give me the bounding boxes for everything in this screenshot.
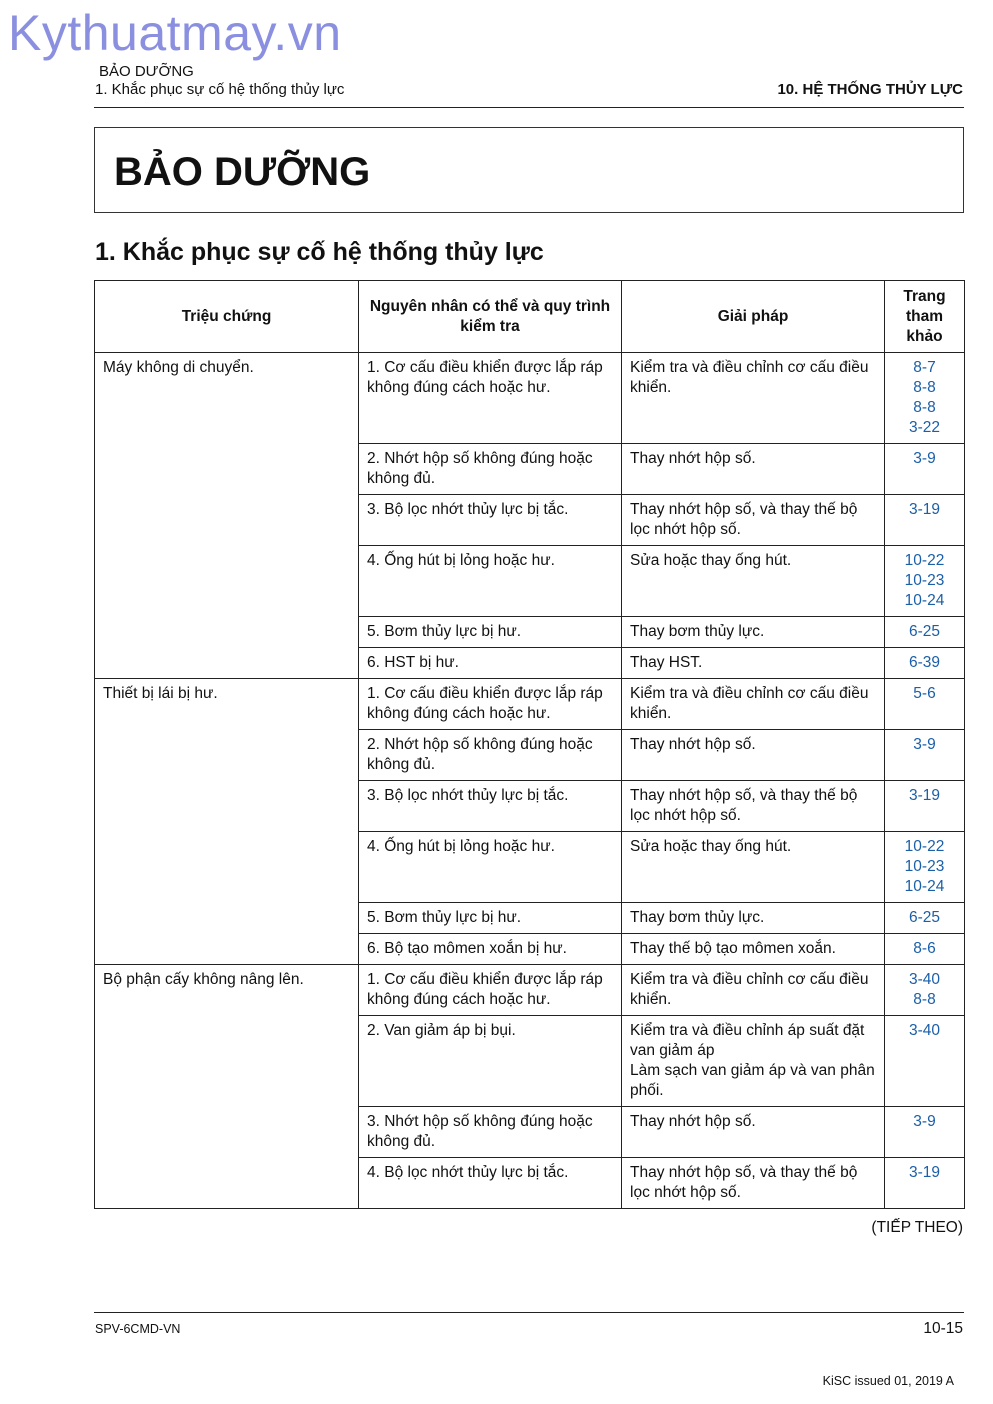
solution-line: Thay bơm thủy lực. bbox=[630, 623, 765, 640]
cause-cell: 4. Ống hút bị lỏng hoặc hư. bbox=[359, 546, 622, 617]
solution-cell bbox=[622, 617, 885, 648]
solution-line: Thay thế bộ tạo mômen xoắn. bbox=[630, 940, 836, 957]
page-ref-link[interactable]: 10-22 bbox=[904, 838, 945, 855]
ref-cell bbox=[885, 781, 965, 832]
cause-cell: 5. Bơm thủy lực bị hư. bbox=[359, 617, 622, 648]
table-body bbox=[95, 353, 965, 1209]
page-ref-link[interactable]: 3-40 bbox=[908, 1022, 941, 1039]
solution-cell bbox=[622, 679, 885, 730]
page-ref-link[interactable]: 3-19 bbox=[908, 787, 941, 804]
header-ref: Trang tham khảo bbox=[885, 281, 965, 353]
cause-cell: 2. Nhớt hộp số không đúng hoặc không đủ. bbox=[359, 444, 622, 495]
cause-cell: 6. HST bị hư. bbox=[359, 648, 622, 679]
ref-cell bbox=[885, 1107, 965, 1158]
cause-cell: 1. Cơ cấu điều khiển được lắp ráp không đúng cách hoặc hư. bbox=[359, 679, 622, 730]
solution-line: Thay nhớt hộp số. bbox=[630, 450, 756, 467]
symptom-cell: Bộ phận cấy không nâng lên. bbox=[95, 965, 359, 1209]
page-ref-link[interactable]: 8-8 bbox=[913, 991, 936, 1008]
title-box bbox=[94, 127, 964, 213]
cause-cell: 4. Bộ lọc nhớt thủy lực bị tắc. bbox=[359, 1158, 622, 1209]
solution-line: Thay nhớt hộp số, và thay thế bộ lọc nhớt hộp số. bbox=[630, 787, 858, 824]
footer-divider bbox=[94, 1312, 964, 1313]
page-ref-link[interactable]: 10-24 bbox=[904, 878, 945, 895]
page-ref-link[interactable]: 6-25 bbox=[908, 623, 941, 640]
solution-cell bbox=[622, 781, 885, 832]
watermark: Kythuatmay.vn bbox=[8, 5, 342, 61]
ref-cell bbox=[885, 495, 965, 546]
solution-cell bbox=[622, 832, 885, 903]
ref-cell bbox=[885, 965, 965, 1016]
solution-cell bbox=[622, 495, 885, 546]
page-ref-link[interactable]: 10-23 bbox=[904, 572, 945, 589]
cause-cell: 3. Nhớt hộp số không đúng hoặc không đủ. bbox=[359, 1107, 622, 1158]
page-ref-link[interactable]: 10-24 bbox=[904, 592, 945, 609]
continued-note: (TIẾP THEO) bbox=[871, 1219, 963, 1236]
solution-line: Sửa hoặc thay ống hút. bbox=[630, 552, 792, 569]
cause-cell: 3. Bộ lọc nhớt thủy lực bị tắc. bbox=[359, 781, 622, 832]
header-solution: Giải pháp bbox=[622, 281, 885, 353]
ref-cell bbox=[885, 934, 965, 965]
ref-cell bbox=[885, 1016, 965, 1107]
cause-cell: 1. Cơ cấu điều khiển được lắp ráp không đúng cách hoặc hư. bbox=[359, 353, 622, 444]
header-cause: Nguyên nhân có thể và quy trình kiểm tra bbox=[359, 281, 622, 353]
footer-page-number: 10-15 bbox=[923, 1320, 963, 1337]
solution-line: Thay nhớt hộp số. bbox=[630, 1113, 756, 1130]
cause-cell: 5. Bơm thủy lực bị hư. bbox=[359, 903, 622, 934]
footer-issued: KiSC issued 01, 2019 A bbox=[822, 1374, 954, 1388]
troubleshooting-table bbox=[94, 280, 965, 1209]
solution-cell bbox=[622, 934, 885, 965]
solution-cell bbox=[622, 1158, 885, 1209]
ref-cell bbox=[885, 617, 965, 648]
page-ref-link[interactable]: 3-9 bbox=[913, 1113, 936, 1130]
page-ref-link[interactable]: 3-9 bbox=[913, 450, 936, 467]
solution-cell bbox=[622, 965, 885, 1016]
header-divider bbox=[94, 107, 964, 108]
cause-cell: 2. Nhớt hộp số không đúng hoặc không đủ. bbox=[359, 730, 622, 781]
ref-cell bbox=[885, 679, 965, 730]
ref-cell bbox=[885, 730, 965, 781]
solution-line: Làm sạch van giảm áp và van phân phối. bbox=[630, 1062, 875, 1099]
solution-cell bbox=[622, 648, 885, 679]
page-ref-link[interactable]: 6-39 bbox=[908, 654, 941, 671]
cause-cell: 6. Bộ tạo mômen xoắn bị hư. bbox=[359, 934, 622, 965]
header-chapter: 10. HỆ THỐNG THỦY LỰC bbox=[777, 81, 963, 98]
ref-cell bbox=[885, 648, 965, 679]
table-row bbox=[95, 679, 965, 730]
ref-cell bbox=[885, 353, 965, 444]
cause-cell: 4. Ống hút bị lỏng hoặc hư. bbox=[359, 832, 622, 903]
symptom-cell: Máy không di chuyển. bbox=[95, 353, 359, 679]
page-ref-link[interactable]: 8-8 bbox=[913, 399, 936, 416]
header-section: BẢO DƯỠNG bbox=[99, 63, 194, 80]
solution-cell bbox=[622, 1107, 885, 1158]
solution-line: Kiểm tra và điều chỉnh cơ cấu điều khiển. bbox=[630, 359, 869, 396]
solution-cell bbox=[622, 353, 885, 444]
ref-cell bbox=[885, 903, 965, 934]
page-ref-link[interactable]: 3-19 bbox=[908, 501, 941, 518]
ref-cell bbox=[885, 1158, 965, 1209]
page-ref-link[interactable]: 3-19 bbox=[908, 1164, 941, 1181]
section-heading: 1. Khắc phục sự cố hệ thống thủy lực bbox=[95, 238, 544, 266]
solution-line: Thay nhớt hộp số. bbox=[630, 736, 756, 753]
header-symptom: Triệu chứng bbox=[95, 281, 359, 353]
table-row bbox=[95, 965, 965, 1016]
solution-cell bbox=[622, 903, 885, 934]
solution-line: Thay HST. bbox=[630, 654, 703, 671]
page-ref-link[interactable]: 3-9 bbox=[913, 736, 936, 753]
solution-cell bbox=[622, 444, 885, 495]
page-ref-link[interactable]: 10-22 bbox=[904, 552, 945, 569]
solution-cell bbox=[622, 1016, 885, 1107]
solution-line: Kiểm tra và điều chỉnh cơ cấu điều khiển. bbox=[630, 971, 869, 1008]
page-ref-link[interactable]: 8-8 bbox=[913, 379, 936, 396]
page-ref-link[interactable]: 8-6 bbox=[913, 940, 936, 957]
header-subsection: 1. Khắc phục sự cố hệ thống thủy lực bbox=[95, 81, 345, 98]
solution-cell bbox=[622, 730, 885, 781]
solution-line: Kiểm tra và điều chỉnh cơ cấu điều khiển. bbox=[630, 685, 869, 722]
solution-line: Thay bơm thủy lực. bbox=[630, 909, 765, 926]
page-ref-link[interactable]: 3-22 bbox=[908, 419, 941, 436]
cause-cell: 2. Van giảm áp bị bụi. bbox=[359, 1016, 622, 1107]
footer-doc-code: SPV-6CMD-VN bbox=[95, 1322, 181, 1336]
cause-cell: 3. Bộ lọc nhớt thủy lực bị tắc. bbox=[359, 495, 622, 546]
page-ref-link[interactable]: 3-40 bbox=[908, 971, 941, 988]
ref-cell bbox=[885, 832, 965, 903]
solution-line: Thay nhớt hộp số, và thay thế bộ lọc nhớt hộp số. bbox=[630, 1164, 858, 1201]
ref-cell bbox=[885, 444, 965, 495]
cause-cell: 1. Cơ cấu điều khiển được lắp ráp không đúng cách hoặc hư. bbox=[359, 965, 622, 1016]
solution-line: Sửa hoặc thay ống hút. bbox=[630, 838, 792, 855]
page-ref-link[interactable]: 10-23 bbox=[904, 858, 945, 875]
page-title: BẢO DƯỠNG bbox=[114, 150, 371, 194]
solution-line: Thay nhớt hộp số, và thay thế bộ lọc nhớt hộp số. bbox=[630, 501, 858, 538]
ref-cell bbox=[885, 546, 965, 617]
page-ref-link[interactable]: 6-25 bbox=[908, 909, 941, 926]
table-header-row bbox=[95, 281, 965, 353]
solution-cell bbox=[622, 546, 885, 617]
page-ref-link[interactable]: 5-6 bbox=[913, 685, 936, 702]
symptom-cell: Thiết bị lái bị hư. bbox=[95, 679, 359, 965]
page-ref-link[interactable]: 8-7 bbox=[913, 359, 936, 376]
table-row bbox=[95, 353, 965, 444]
solution-line: Kiểm tra và điều chỉnh áp suất đặt van giảm áp bbox=[630, 1022, 865, 1059]
